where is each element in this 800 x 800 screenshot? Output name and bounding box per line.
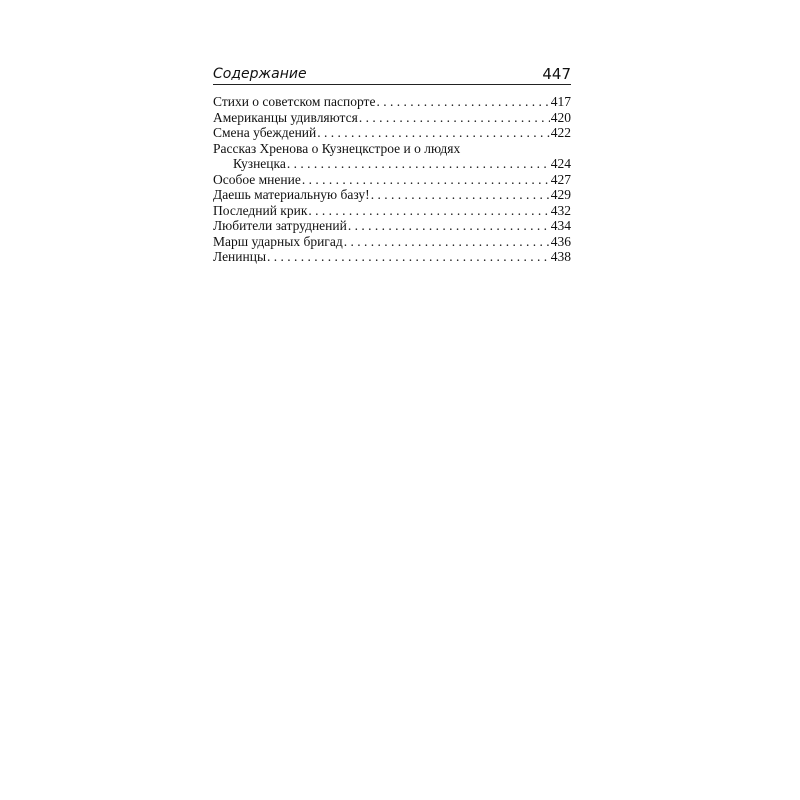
toc-entry-continuation xyxy=(213,156,571,172)
dot-leader xyxy=(317,125,550,141)
toc-entry xyxy=(213,218,571,234)
toc-entry-title: Стихи о советском паспорте xyxy=(213,94,376,109)
section-title: Содержание xyxy=(213,66,307,82)
dot-leader xyxy=(348,218,550,234)
dot-leader xyxy=(371,187,550,203)
dot-leader xyxy=(267,249,550,265)
toc-entry xyxy=(213,94,571,110)
toc-entry xyxy=(213,249,571,265)
toc-entry xyxy=(213,141,571,172)
toc-entry-page: 436 xyxy=(550,233,571,249)
toc-entry-title: Последний крик xyxy=(213,202,308,218)
running-head xyxy=(213,62,571,85)
page-number: 447 xyxy=(542,65,571,83)
toc-entry xyxy=(213,234,571,250)
toc-entry xyxy=(213,125,571,141)
toc-entry-page: 432 xyxy=(550,202,571,218)
toc-entry-title: Смена убеждений xyxy=(213,125,317,140)
toc-entry xyxy=(213,203,571,219)
dot-leader xyxy=(308,203,549,219)
toc-entry xyxy=(213,172,571,188)
table-of-contents xyxy=(213,94,571,265)
toc-entry-title: Любители затруднений xyxy=(213,218,347,233)
toc-entry-title: Американцы удивляются xyxy=(213,109,358,125)
toc-entry xyxy=(213,187,571,203)
dot-leader xyxy=(302,172,550,188)
toc-entry-page: 427 xyxy=(550,171,571,187)
toc-entry-page: 417 xyxy=(550,94,571,109)
toc-entry-title: Даешь материальную базу! xyxy=(213,187,370,202)
toc-entry-page: 429 xyxy=(550,187,571,202)
book-page xyxy=(213,62,571,265)
toc-entry-page: 422 xyxy=(550,125,571,140)
toc-entry-page: 420 xyxy=(550,109,571,125)
toc-entry-title: Марш ударных бригад xyxy=(213,233,343,249)
toc-entry-title: Особое мнение xyxy=(213,171,301,187)
toc-entry-page: 438 xyxy=(550,249,571,264)
toc-entry-page: 434 xyxy=(550,218,571,233)
toc-entry xyxy=(213,110,571,126)
toc-entry-title-line1: Рассказ Хренова о Кузнецкстрое и о людях xyxy=(213,140,461,156)
dot-leader xyxy=(344,234,550,250)
dot-leader xyxy=(376,94,549,110)
dot-leader xyxy=(359,110,550,126)
toc-entry-page: 424 xyxy=(550,156,571,171)
toc-entry-title-line2: Кузнецка xyxy=(233,156,286,171)
dot-leader xyxy=(287,156,550,172)
toc-entry-title: Ленинцы xyxy=(213,249,267,264)
